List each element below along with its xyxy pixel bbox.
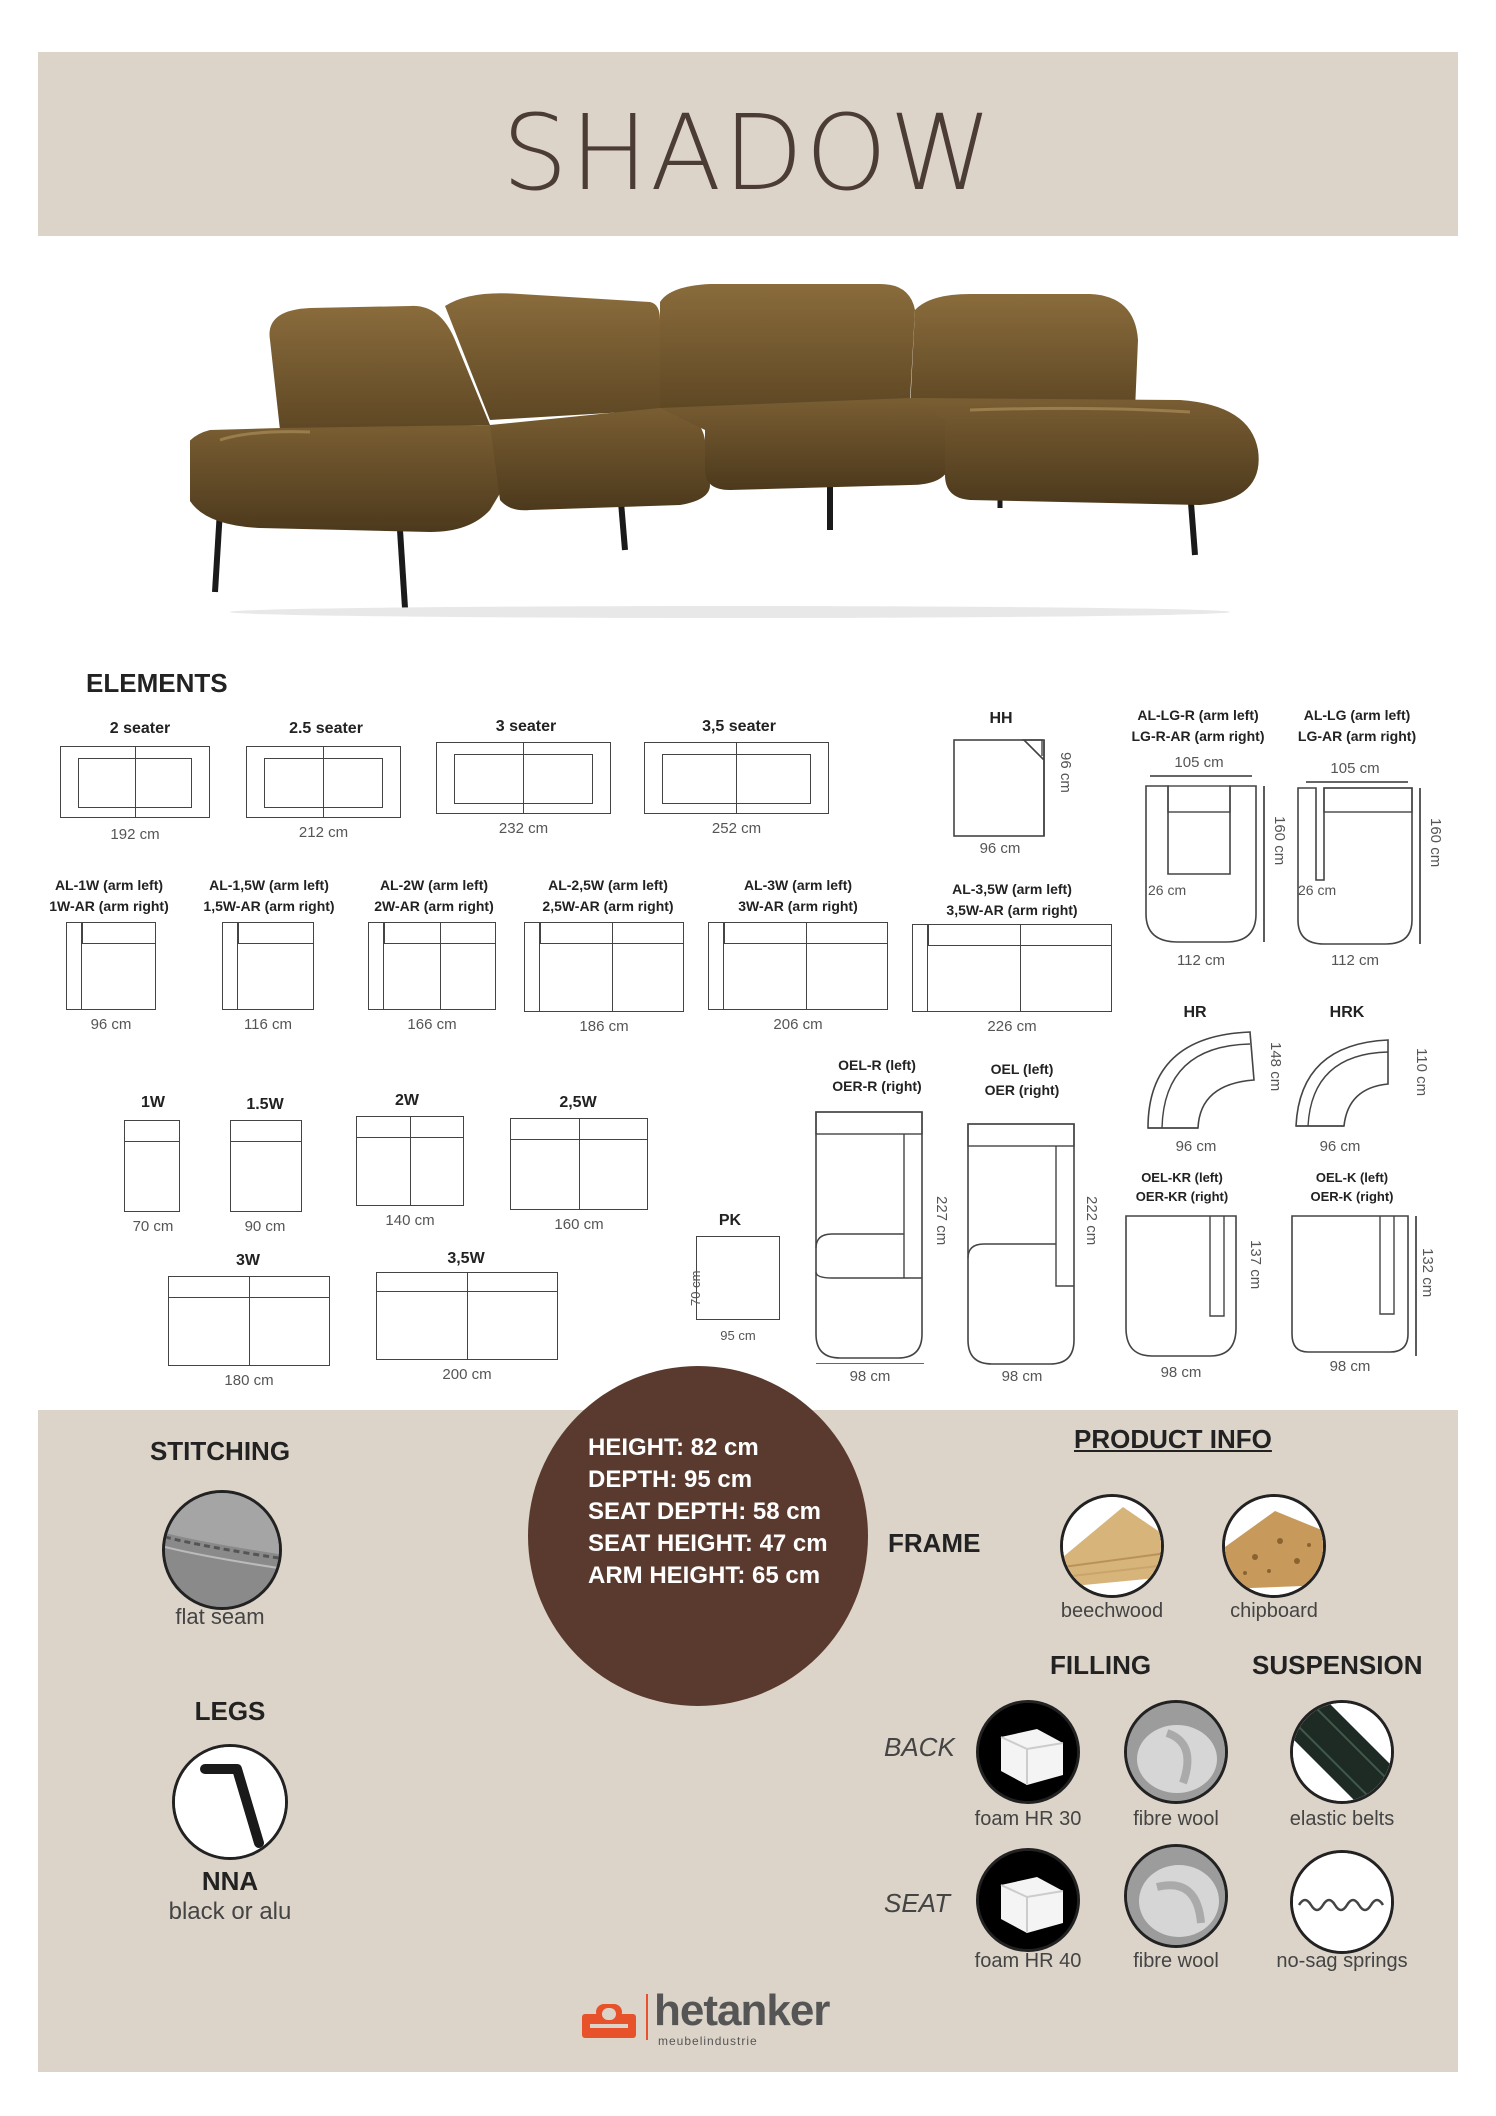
element-label-2: LG-R-AR (arm right) xyxy=(1131,728,1265,744)
spec-height: HEIGHT: 82 cm xyxy=(588,1434,759,1461)
element-width: 98 cm xyxy=(1160,1364,1202,1381)
seat-item-no-sag-springs: no-sag springs xyxy=(1276,1950,1408,1972)
element-depth: 96 cm xyxy=(1057,752,1074,793)
element-width: 192 cm xyxy=(110,826,160,843)
stitching-heading: STITCHING xyxy=(149,1436,291,1466)
no-sag-springs-swatch xyxy=(1290,1850,1394,1954)
element-label-1: OEL-R (left) xyxy=(838,1057,916,1073)
back-label: BACK xyxy=(884,1732,955,1762)
element-width: 98 cm xyxy=(1329,1358,1371,1375)
element-side: 132 cm xyxy=(1419,1248,1436,1298)
filling-heading: FILLING xyxy=(1050,1650,1152,1680)
foam-hr30-swatch xyxy=(976,1700,1080,1804)
element-width: 186 cm xyxy=(579,1018,629,1035)
element-label-2: OER-KR (right) xyxy=(1135,1189,1229,1204)
logo-sub: meubelindustrie xyxy=(658,2034,758,2048)
stitching-caption: flat seam xyxy=(175,1604,265,1629)
legs-caption: black or alu xyxy=(168,1898,292,1925)
fibre-wool-back-swatch xyxy=(1124,1700,1228,1804)
flat-seam-swatch xyxy=(162,1490,282,1610)
frame-item-chipboard: chipboard xyxy=(1230,1600,1318,1622)
element-side: 222 cm xyxy=(1083,1196,1100,1246)
element-label: HH xyxy=(989,710,1013,727)
element-width: 160 cm xyxy=(554,1216,604,1233)
spec-seat-height: SEAT HEIGHT: 47 cm xyxy=(588,1530,828,1557)
element-label: 1W xyxy=(141,1094,165,1111)
element-label-1: OEL-K (left) xyxy=(1315,1170,1389,1185)
element-width: 95 cm xyxy=(720,1328,756,1343)
element-label-2: 2W-AR (arm right) xyxy=(374,898,494,914)
element-width: 96 cm xyxy=(979,840,1021,857)
element-label-1: OEL (left) xyxy=(990,1061,1054,1077)
foam-hr40-swatch xyxy=(976,1848,1080,1952)
element-width: 166 cm xyxy=(407,1016,457,1033)
element-label: 1.5W xyxy=(246,1096,284,1113)
element-label-2: 3W-AR (arm right) xyxy=(738,898,858,914)
spec-depth: DEPTH: 95 cm xyxy=(588,1466,753,1493)
element-width: 116 cm xyxy=(243,1016,293,1033)
element-side: 160 cm xyxy=(1271,816,1288,866)
element-width: 140 cm xyxy=(385,1212,435,1229)
element-width: 96 cm xyxy=(90,1016,132,1033)
elements-heading: ELEMENTS xyxy=(86,668,228,698)
element-label-2: 1W-AR (arm right) xyxy=(49,898,169,914)
element-label: HR xyxy=(1183,1004,1207,1021)
element-label-2: LG-AR (arm right) xyxy=(1297,728,1417,744)
element-side: 227 cm xyxy=(933,1196,950,1246)
element-label: 3W xyxy=(236,1252,260,1269)
back-item-foam: foam HR 30 xyxy=(974,1808,1082,1830)
element-label-1: AL-2W (arm left) xyxy=(379,877,489,893)
spec-seat-depth: SEAT DEPTH: 58 cm xyxy=(588,1498,821,1525)
sofa-product-image xyxy=(190,280,1310,620)
element-side: 110 cm xyxy=(1413,1048,1430,1097)
element-label-1: AL-1W (arm left) xyxy=(54,877,164,893)
product-info-heading: PRODUCT INFO xyxy=(1074,1424,1272,1454)
element-label: 2.5 seater xyxy=(289,720,363,737)
element-width: 232 cm xyxy=(498,820,549,837)
element-side: 137 cm xyxy=(1247,1240,1264,1290)
legs-heading: LEGS xyxy=(194,1696,266,1726)
element-label-2: 2,5W-AR (arm right) xyxy=(542,898,674,914)
hetanker-logo xyxy=(578,1986,878,2050)
element-label: 3,5 seater xyxy=(702,718,776,735)
element-width: 98 cm xyxy=(849,1368,891,1385)
seat-item-fibre-wool: fibre wool xyxy=(1133,1950,1219,1972)
element-bottom: 112 cm xyxy=(1176,952,1226,969)
element-width: 212 cm xyxy=(298,824,349,841)
back-item-elastic-belts: elastic belts xyxy=(1289,1808,1395,1830)
element-depth: 70 cm xyxy=(688,1270,703,1306)
element-width: 70 cm xyxy=(132,1218,174,1235)
element-label: HRK xyxy=(1329,1004,1365,1021)
element-top: 105 cm xyxy=(1330,760,1380,777)
element-label-1: AL-1,5W (arm left) xyxy=(209,877,329,893)
element-width: 252 cm xyxy=(711,820,762,837)
anchor-logo-icon xyxy=(578,1998,640,2042)
seat-item-foam: foam HR 40 xyxy=(974,1950,1082,1972)
dimensions-badge xyxy=(528,1366,868,1706)
element-width: 96 cm xyxy=(1319,1138,1361,1155)
element-label-1: OEL-KR (left) xyxy=(1141,1170,1223,1185)
element-width: 98 cm xyxy=(1001,1368,1043,1385)
element-inner: 26 cm xyxy=(1298,882,1337,898)
element-width: 206 cm xyxy=(773,1016,823,1033)
element-label-2: OER-K (right) xyxy=(1310,1189,1394,1204)
element-side: 160 cm xyxy=(1427,818,1444,868)
spec-arm-height: ARM HEIGHT: 65 cm xyxy=(588,1562,821,1589)
element-label-2: 3,5W-AR (arm right) xyxy=(946,902,1078,918)
frame-item-beechwood: beechwood xyxy=(1060,1600,1164,1622)
chipboard-swatch xyxy=(1222,1494,1326,1598)
element-label-1: AL-LG (arm left) xyxy=(1303,707,1411,723)
beechwood-swatch xyxy=(1060,1494,1164,1598)
element-width: 200 cm xyxy=(442,1366,492,1383)
element-bottom: 112 cm xyxy=(1330,952,1380,969)
fibre-wool-seat-swatch xyxy=(1124,1844,1228,1948)
logo-brand: hetanker xyxy=(654,1986,830,2035)
back-item-fibre-wool: fibre wool xyxy=(1133,1808,1219,1830)
header-banner xyxy=(38,52,1458,236)
element-width: 90 cm xyxy=(244,1218,286,1235)
element-top: 105 cm xyxy=(1174,754,1224,771)
element-label: 2W xyxy=(395,1092,419,1109)
element-label-2: 1,5W-AR (arm right) xyxy=(203,898,335,914)
element-label-2: OER-R (right) xyxy=(832,1078,922,1094)
frame-heading: FRAME xyxy=(888,1528,981,1558)
element-label-2: OER (right) xyxy=(984,1082,1060,1098)
suspension-heading: SUSPENSION xyxy=(1252,1650,1423,1680)
elastic-belts-swatch xyxy=(1290,1700,1394,1804)
element-label-1: AL-3W (arm left) xyxy=(743,877,853,893)
element-label: PK xyxy=(718,1212,742,1229)
seat-label: SEAT xyxy=(884,1888,950,1918)
element-side: 148 cm xyxy=(1267,1042,1284,1092)
legs-name: NNA xyxy=(201,1866,259,1896)
element-label-1: AL-LG-R (arm left) xyxy=(1137,707,1259,723)
element-label-1: AL-2,5W (arm left) xyxy=(548,877,668,893)
page-title: SHADOW xyxy=(501,92,995,214)
element-width: 96 cm xyxy=(1175,1138,1217,1155)
element-width: 180 cm xyxy=(224,1372,274,1389)
element-inner: 26 cm xyxy=(1148,882,1187,898)
element-label-1: AL-3,5W (arm left) xyxy=(952,881,1072,897)
element-label: 2,5W xyxy=(559,1094,597,1111)
element-label: 3 seater xyxy=(495,718,557,735)
element-label: 3,5W xyxy=(447,1250,485,1267)
element-label: 2 seater xyxy=(109,720,171,737)
leg-nna-icon xyxy=(172,1744,288,1860)
element-width: 226 cm xyxy=(987,1018,1037,1035)
